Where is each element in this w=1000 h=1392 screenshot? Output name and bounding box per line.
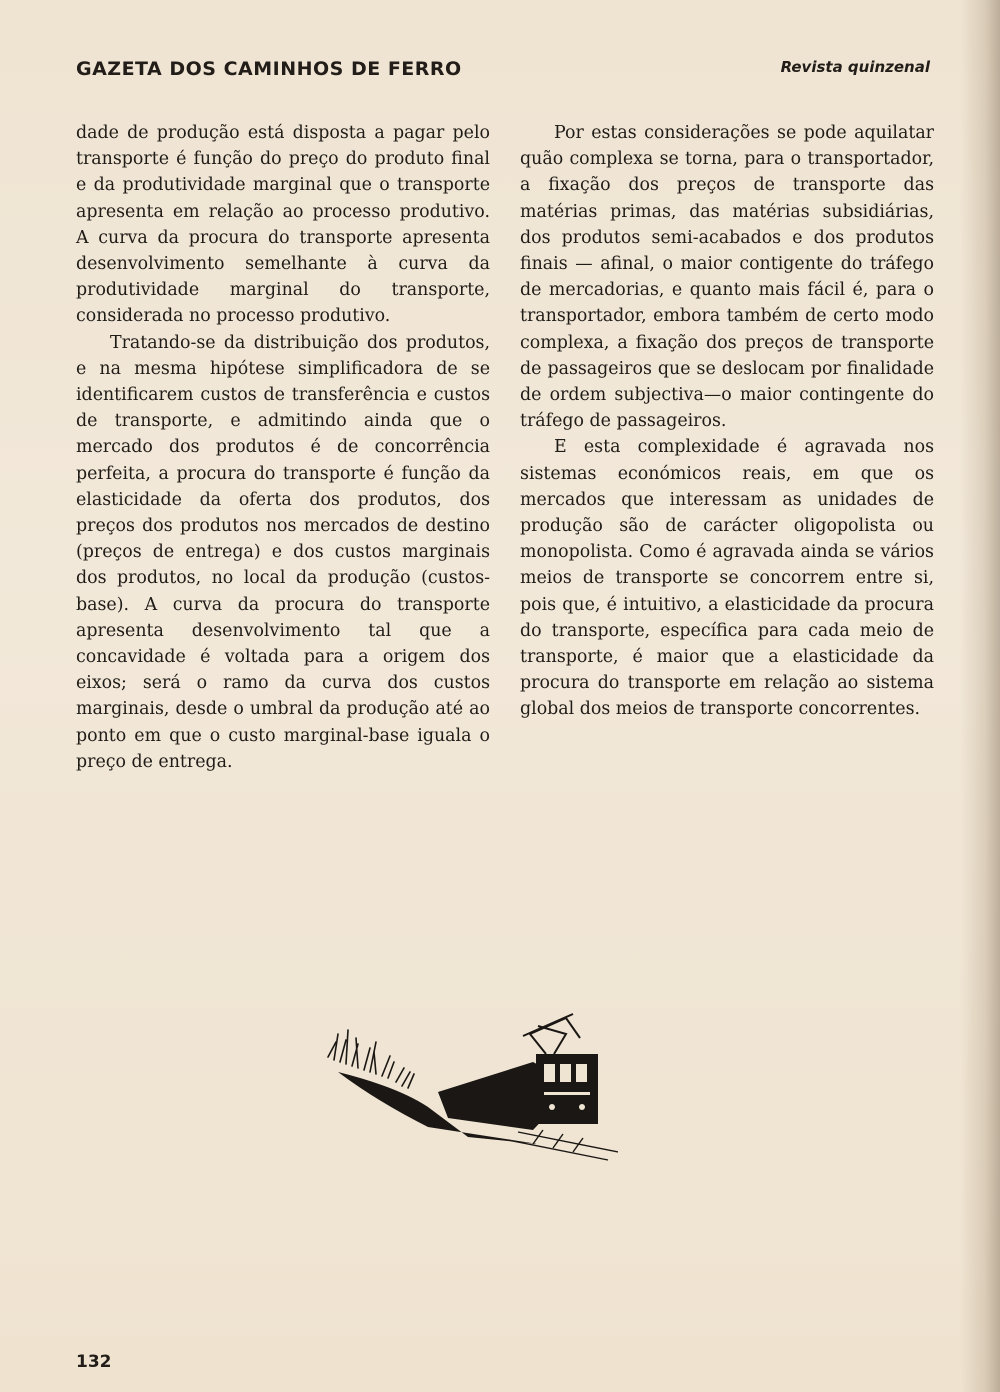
paragraph: E esta complexidade é agravada nos sistemas económicos reais, em que os mercados que interessam as unidades de produção são de carácter oligopolista ou monopolista. Como é agravada ainda se vários meios de transporte se concorrem entre si, pois que, é intuitivo, a elasticidade da procura do transporte, específica para cada meio de transporte, é maior que a elasticidade da procura do transporte em relação ao sistema global dos meios de transporte concorrentes. xyxy=(520,437,934,720)
pantograph-icon xyxy=(523,1014,580,1054)
rails-icon xyxy=(508,1130,618,1160)
grass-icon xyxy=(328,1030,414,1088)
train-body-shape xyxy=(438,1062,550,1130)
journal-subtitle: Revista quinzenal xyxy=(780,58,930,76)
electric-train-illustration xyxy=(318,1012,618,1162)
right-column xyxy=(520,120,934,723)
paragraph: Por estas considerações se pode aquilatar quão complexa se torna, para o transportador, a fixação dos preços de transporte das matérias primas, das matérias subsidiárias, dos produtos semi-acabados e dos produtos finais — afinal, o maior contigente do tráfego de mercadorias, e quanto mais fácil é, para o transportador, embora também de certo modo complexa, a fixação dos preços de transporte de passageiros que se deslocam por finalidade de ordem subjectiva—o maior contingente do tráfego de passageiros. xyxy=(520,123,934,432)
page-number: 132 xyxy=(76,1352,112,1372)
left-column xyxy=(76,120,490,775)
paragraph: Tratando-se da distribuição dos produtos, e na mesma hipótese simplificadora de se identificarem custos de transferência e custos de transporte, e admitindo ainda que o mercado dos produtos é de concorrência perfeita, a procura do transporte é função da elasticidade da oferta dos produtos, dos preços dos produtos nos mercados de destino (preços de entrega) e dos custos marginais dos produtos, no local da produção (custos-base). A curva da procura do transporte apresenta desenvolvimento tal que a concavidade é voltada para a origem dos eixos; será o ramo da curva dos custos marginais, desde o umbral da produção até ao ponto em que o custo marginal-base iguala o preço de entrega. xyxy=(76,332,490,772)
running-header xyxy=(76,58,930,88)
paragraph: dade de produção está disposta a pagar pelo transporte é função do preço do produto final e da produtividade marginal que o transporte apresenta em relação ao processo produtivo. A curva da procura do transporte apresenta desenvolvimento semelhante à curva da produtividade marginal do transporte, considerada no processo produtivo. xyxy=(76,123,490,327)
journal-title: GAZETA DOS CAMINHOS DE FERRO xyxy=(76,58,462,80)
